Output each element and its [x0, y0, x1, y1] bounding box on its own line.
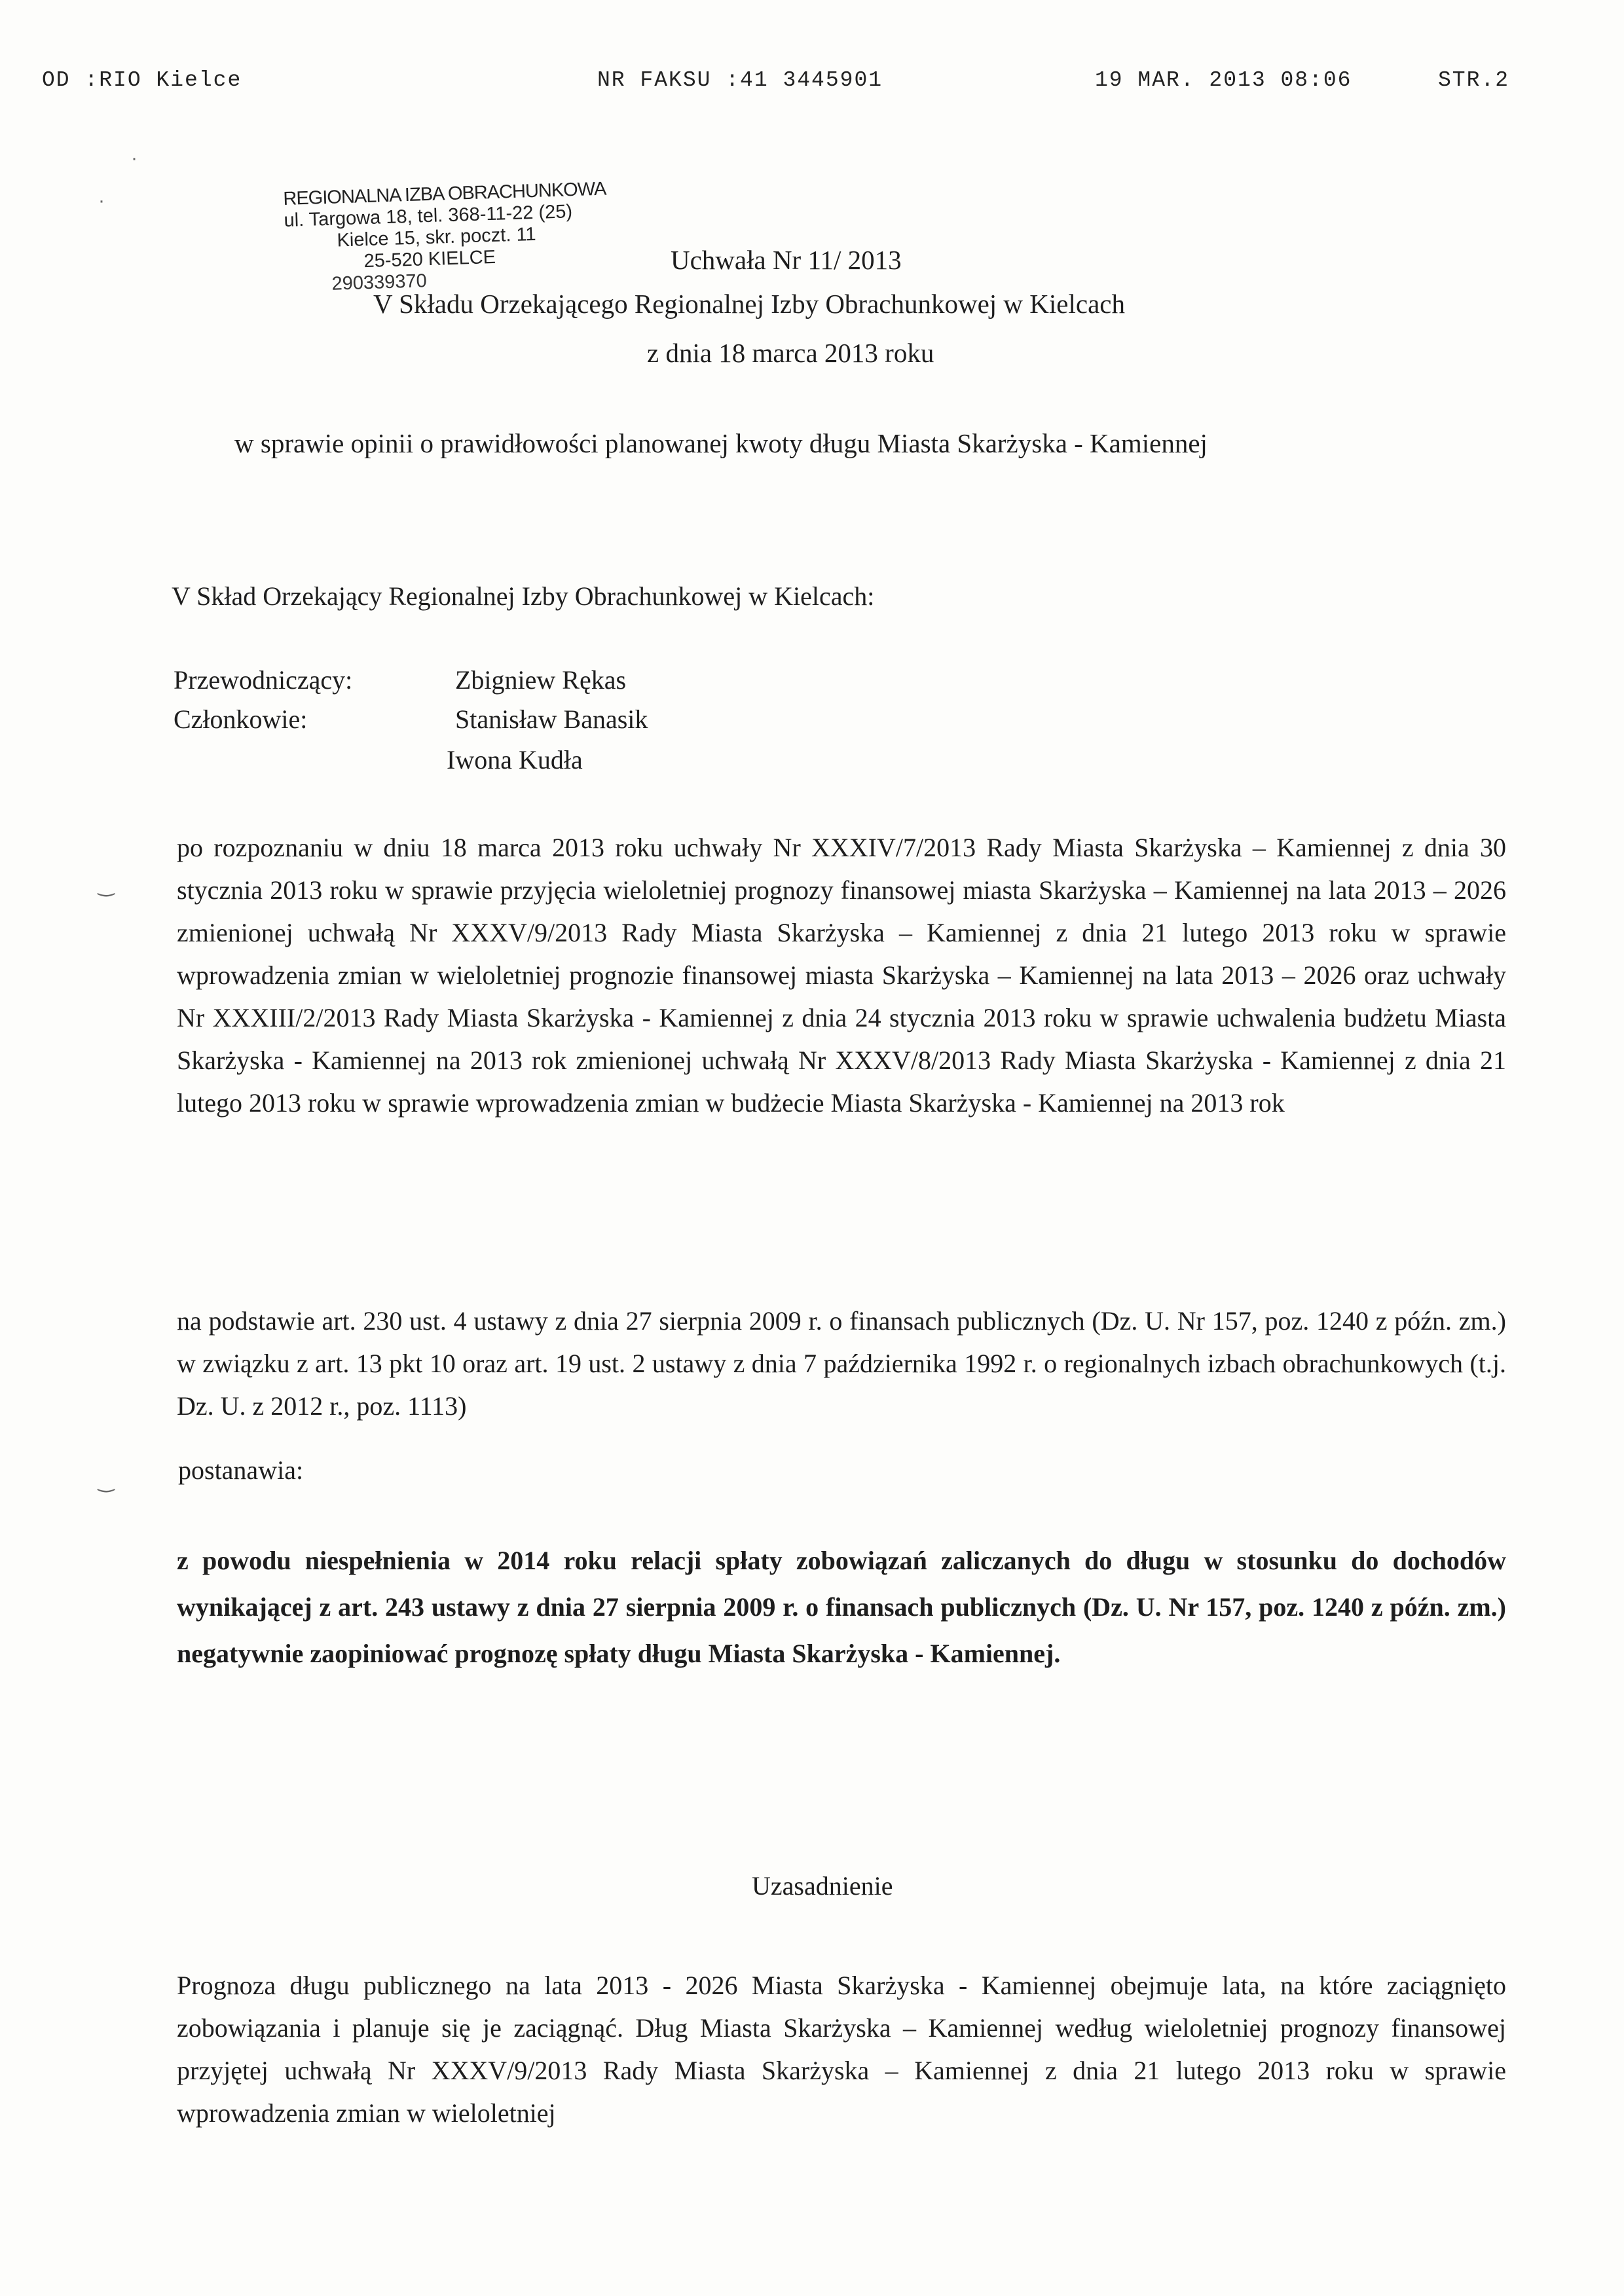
legal-basis-paragraph: na podstawie art. 230 ust. 4 ustawy z dnia 27 sierpnia 2009 r. o finansach publicznych (Dz. U. Nr 157, poz. 1240 z późn. zm.) w związku z art. 13 pkt 10 oraz art. 19 ust. 2 ustawy z dnia 7 października 1992 r. o regionalnych izbach obrachunkowych (t.j. Dz. U. z 2012 r., poz. 1113): [177, 1306, 1506, 1421]
institution-stamp: [283, 179, 609, 297]
decides-label: postanawia:: [178, 1455, 304, 1485]
scan-mark: ‿: [98, 875, 115, 896]
justification-heading: Uzasadnienie: [752, 1871, 893, 1901]
member-name: Iwona Kudła: [447, 745, 583, 774]
resolution-date: z dnia 18 marca 2013 roku: [647, 338, 934, 368]
scan-mark: ‿: [98, 1470, 115, 1492]
stamp-address: ul. Targowa 18, tel. 368-11-22 (25): [284, 201, 573, 231]
stamp-institution-name: REGIONALNA IZBA OBRACHUNKOWA: [283, 178, 606, 210]
fax-sender: OD :RIO Kielce: [42, 68, 242, 92]
stamp-city: 25-520 KIELCE: [363, 246, 496, 272]
fax-number: NR FAKSU :41 3445901: [597, 68, 883, 92]
fax-page-number: STR.2: [1438, 68, 1510, 92]
stamp-regon: 290339370: [331, 270, 428, 295]
member-name: Stanisław Banasik: [455, 704, 648, 734]
scan-mark: ·: [98, 190, 105, 211]
issuing-body: V Składu Orzekającego Regionalnej Izby Obrachunkowej w Kielcach: [373, 289, 1125, 319]
stamp-post-box: Kielce 15, skr. poczt. 11: [337, 223, 537, 251]
chair-name: Zbigniew Rękas: [455, 665, 627, 695]
scan-mark: ·: [131, 147, 138, 169]
panel-intro: V Skład Orzekający Regionalnej Izby Obrachunkowej w Kielcach:: [172, 581, 875, 611]
decision-paragraph: z powodu niespełnienia w 2014 roku relacji spłaty zobowiązań zaliczanych do długu w stosunku do dochodów wynikającej z art. 243 ustawy z dnia 27 sierpnia 2009 r. o finansach publicznych (Dz. U. Nr 157, poz. 1240 z późn. zm.) negatywnie zaopiniować prognozę spłaty długu Miasta Skarżyska - Kamiennej.: [177, 1546, 1506, 1668]
justification-paragraph: Prognoza długu publicznego na lata 2013 - 2026 Miasta Skarżyska - Kamiennej obejmuje lata, na które zaciągnięto zobowiązania i planuje się je zaciągnąć. Dług Miasta Skarżyska – Kamiennej według wieloletniej prognozy finansowej przyjętej uchwałą Nr XXXV/9/2013 Rady Miasta Skarżyska – Kamiennej z dnia 21 lutego 2013 roku w sprawie wprowadzenia zmian w wieloletniej: [177, 1971, 1506, 2128]
chair-label: Przewodniczący:: [174, 665, 353, 695]
consideration-paragraph: po rozpoznaniu w dniu 18 marca 2013 roku uchwały Nr XXXIV/7/2013 Rady Miasta Skarżyska – Kamiennej z dnia 30 stycznia 2013 roku w sprawie przyjęcia wieloletniej prognozy finansowej miasta Skarżyska – Kamiennej na lata 2013 – 2026 zmienionej uchwałą Nr XXXV/9/2013 Rady Miasta Skarżyska – Kamiennej z dnia 21 lutego 2013 roku w sprawie wprowadzenia zmian w wieloletniej prognozie finansowej miasta Skarżyska – Kamiennej na lata 2013 – 2026 oraz uchwały Nr XXXIII/2/2013 Rady Miasta Skarżyska - Kamiennej z dnia 24 stycznia 2013 roku w sprawie uchwalenia budżetu Miasta Skarżyska - Kamiennej na 2013 rok zmienionej uchwałą Nr XXXV/8/2013 Rady Miasta Skarżyska - Kamiennej z dnia 21 lutego 2013 roku w sprawie wprowadzenia zmian w budżecie Miasta Skarżyska - Kamiennej na 2013 rok: [177, 833, 1506, 1118]
resolution-subject: w sprawie opinii o prawidłowości planowanej kwoty długu Miasta Skarżyska - Kamiennej: [234, 428, 1208, 458]
members-label: Członkowie:: [174, 704, 308, 734]
resolution-number: Uchwała Nr 11/ 2013: [671, 245, 902, 275]
fax-datetime: 19 MAR. 2013 08:06: [1095, 68, 1352, 92]
